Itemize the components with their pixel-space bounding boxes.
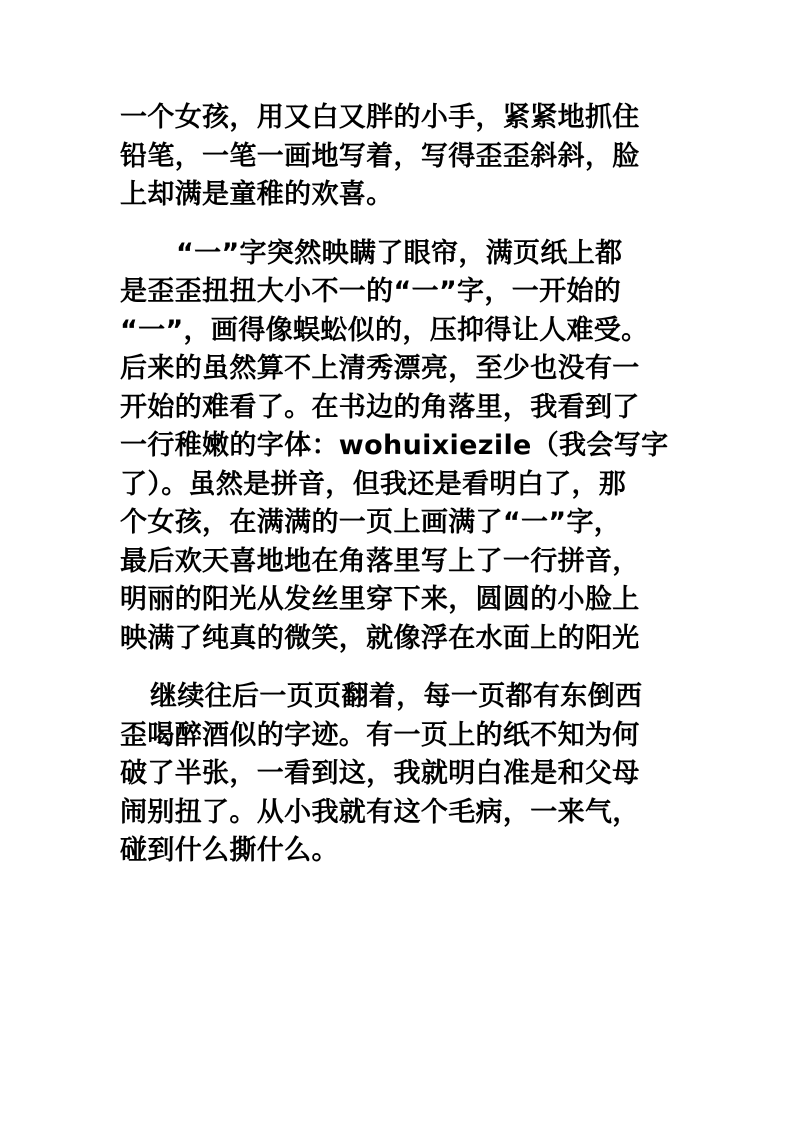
text-line: 最后欢天喜地地在角落里写上了一行拼音， [120, 545, 640, 577]
paragraph-1 [120, 99, 680, 215]
body-text [120, 99, 680, 871]
text-line: 一行稚嫩的字体：wohuixiezile（我会写字 [120, 430, 669, 461]
text-line: “一”字突然映瞒了眼帘，满页纸上都 [176, 237, 623, 269]
text-line: 后来的虽然算不上清秀漂亮，至少也没有一 [120, 353, 640, 384]
text-line: 了）。虽然是拼音，但我还是看明白了，那 [120, 468, 627, 500]
text-line: 铅笔，一笔一画地写着，写得歪歪斜斜，脸 [120, 140, 640, 172]
text-line: 映满了纯真的微笑，就像浮在水面上的阳光 [120, 622, 640, 654]
paragraph-2 [120, 235, 680, 659]
text-line: 继续往后一页页翻着，每一页都有东倒西 [150, 681, 643, 712]
text-line: 个女孩，在满满的一页上画满了“一”字， [120, 507, 622, 538]
text-line: “一”，画得像蜈蚣似的，压抑得让人难受。 [120, 314, 649, 346]
text-line: 歪喝醉酒似的字迹。有一页上的纸不知为何 [120, 719, 640, 751]
text-line: 碰到什么撕什么。 [120, 835, 339, 866]
text-line: 是歪歪扭扭大小不一的“一”字，一开始的 [120, 276, 622, 307]
paragraph-3 [120, 678, 680, 871]
text-line: 破了半张，一看到这，我就明白准是和父母 [120, 758, 640, 789]
text-line: 闹别扭了。从小我就有这个毛病，一来气， [120, 796, 640, 828]
text-line: 上却满是童稚的欢喜。 [120, 179, 394, 210]
text-line: 一个女孩，用又白又胖的小手，紧紧地抓住 [120, 102, 640, 133]
text-line: 明丽的阳光从发丝里穿下来，圆圆的小脸上 [120, 584, 640, 615]
text-line: 开始的难看了。在书边的角落里，我看到了 [120, 391, 640, 423]
